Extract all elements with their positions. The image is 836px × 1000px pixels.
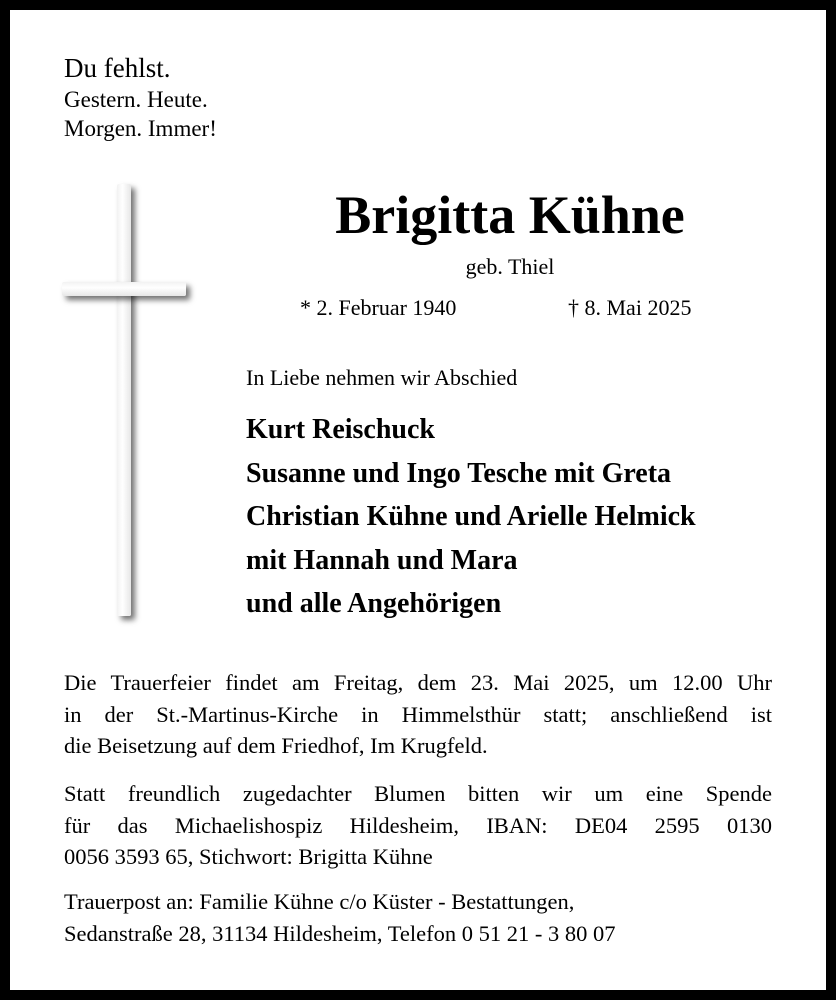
- motto-line-2: Gestern. Heute.: [64, 87, 208, 112]
- donation-line: 0056 3593 65, Stichwort: Brigitta Kühne: [64, 844, 433, 869]
- maiden-name: geb. Thiel: [465, 254, 555, 279]
- birth-date: * 2. Februar 1940: [300, 295, 457, 320]
- motto-line-1: Du fehlst.: [64, 53, 171, 83]
- mourner-line: Kurt Reischuck: [246, 414, 435, 445]
- deceased-name: Brigitta Kühne: [335, 185, 685, 245]
- cross-vertical-beam: [117, 184, 131, 616]
- ceremony-line: Die Trauerfeier findet am Freitag, dem 23. Mai 2025, um 12.00 Uhr: [64, 670, 772, 695]
- mourner-line: Christian Kühne und Arielle Helmick: [246, 501, 696, 532]
- death-date: † 8. Mai 2025: [568, 295, 692, 320]
- donation-line: für das Michaelishospiz Hildesheim, IBAN: DE04 2595 0130: [64, 812, 772, 838]
- mourner-line: und alle Angehörigen: [246, 588, 502, 619]
- motto-line-3: Morgen. Immer!: [64, 116, 217, 141]
- ceremony-line: die Beisetzung auf dem Friedhof, Im Krugfeld.: [64, 733, 488, 758]
- mourner-line: mit Hannah und Mara: [246, 544, 518, 576]
- cross-icon: [62, 184, 186, 616]
- cross-horizontal-beam: [62, 282, 186, 296]
- mourners-list: [246, 408, 696, 626]
- post-line: Sedanstraße 28, 31134 Hildesheim, Telefon 0 51 21 - 3 80 07: [64, 920, 616, 946]
- ceremony-line: in der St.-Martinus-Kirche in Himmelsthür statt; anschließend ist: [64, 701, 772, 727]
- motto: [64, 51, 217, 143]
- donation-line: Statt freundlich zugedachter Blumen bitten wir um eine Spende: [64, 781, 772, 806]
- post-line: Trauerpost an: Familie Kühne c/o Küster - Bestattungen,: [64, 889, 575, 914]
- condolence-address-paragraph: [64, 886, 772, 949]
- mourner-line: Susanne und Ingo Tesche mit Greta: [246, 457, 672, 489]
- farewell-line: In Liebe nehmen wir Abschied: [246, 365, 518, 390]
- ceremony-paragraph: [64, 667, 772, 762]
- donation-paragraph: [64, 778, 772, 873]
